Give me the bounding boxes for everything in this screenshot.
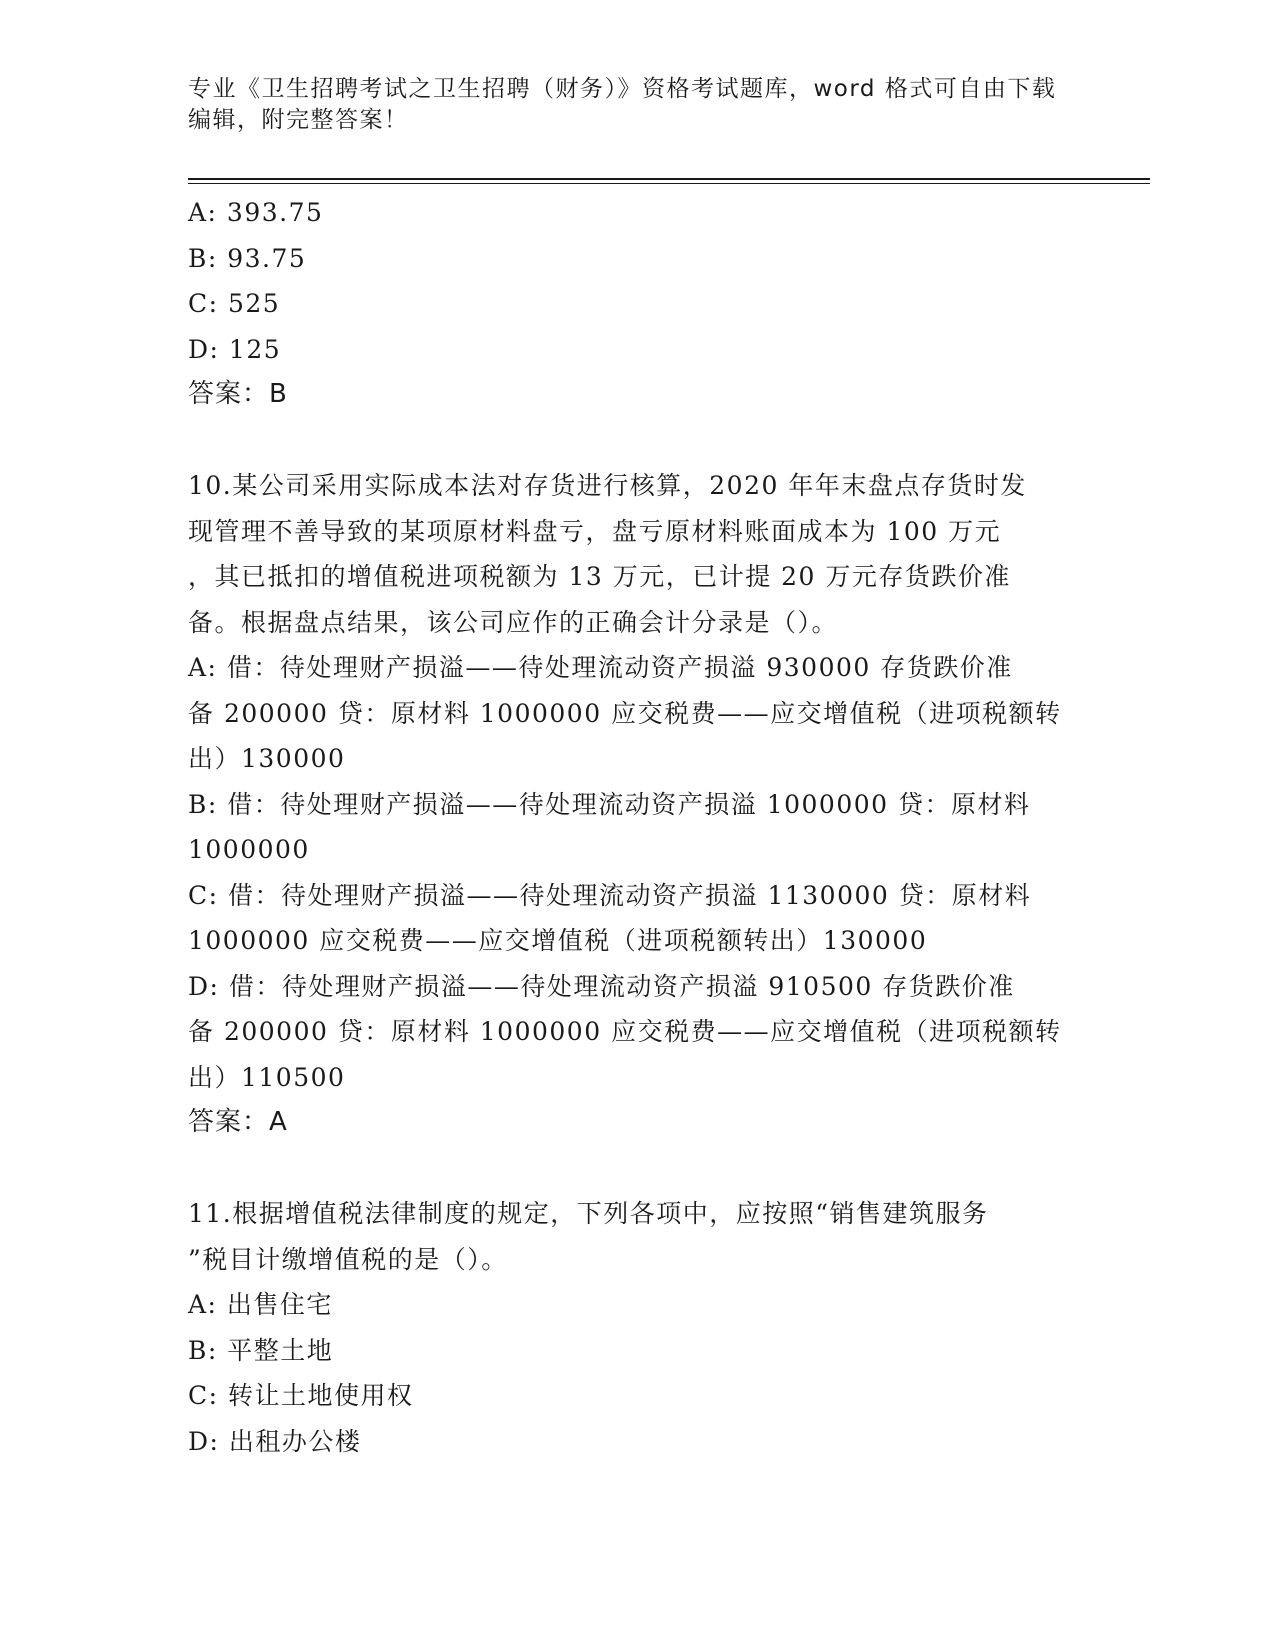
- question-10-stem: [188, 463, 1088, 645]
- option-line: 1000000 应交税费——应交增值税（进项税额转出）130000: [188, 926, 928, 955]
- page-header: [188, 74, 1068, 136]
- option-line: A: 借：待处理财产损溢——待处理流动资产损溢 930000 存货跌价准: [188, 653, 1013, 682]
- option-c: C: 525: [188, 289, 281, 318]
- option-b: B: 93.75: [188, 243, 307, 273]
- option-line: 1000000: [188, 835, 310, 864]
- stem-line: 现管理不善导致的某项原材料盘亏，盘亏原材料账面成本为 100 万元: [188, 516, 1002, 546]
- option-line: 出）130000: [188, 744, 346, 773]
- spacer: [188, 418, 1088, 464]
- stem-line: 备。根据盘点结果，该公司应作的正确会计分录是（）。: [188, 607, 839, 637]
- header-line-2: 编辑，附完整答案！: [188, 107, 409, 133]
- stem-line: ，其已抵扣的增值税进项税额为 13 万元，已计提 20 万元存货跌价准: [188, 562, 1011, 591]
- question-10-options: [188, 645, 1088, 1100]
- stem-line: 11.根据增值税法律制度的规定，下列各项中，应按照“销售建筑服务: [188, 1199, 989, 1228]
- header-divider: [188, 178, 1150, 184]
- prev-question-options: [188, 190, 1088, 372]
- option-d: D: 125: [188, 334, 282, 364]
- option-c: C: 转让土地使用权: [188, 1381, 414, 1410]
- question-11-stem: [188, 1191, 1088, 1282]
- option-b: B: 平整土地: [188, 1335, 334, 1365]
- question-content: [188, 190, 1088, 1464]
- option-line: D: 借：待处理财产损溢——待处理流动资产损溢 910500 存货跌价准: [188, 971, 1015, 1001]
- question-10-answer: 答案：A: [188, 1107, 288, 1137]
- option-line: 出）110500: [188, 1062, 346, 1092]
- option-line: C: 借：待处理财产损溢——待处理流动资产损溢 1130000 贷：原材料: [188, 880, 1032, 910]
- header-line-1: 专业《卫生招聘考试之卫生招聘（财务）》资格考试题库，word 格式可自由下载: [188, 76, 1057, 102]
- option-line: 备 200000 贷：原材料 1000000 应交税费——应交增值税（进项税额转: [188, 1017, 1062, 1046]
- option-d: D: 出租办公楼: [188, 1426, 362, 1456]
- spacer: [188, 1146, 1088, 1192]
- prev-question-answer: 答案：B: [188, 379, 288, 409]
- question-11-options: [188, 1282, 1088, 1464]
- option-a: A: 出售住宅: [188, 1290, 333, 1319]
- option-a: A: 393.75: [188, 198, 324, 227]
- stem-line: 10.某公司采用实际成本法对存货进行核算，2020 年年末盘点存货时发: [188, 471, 1027, 500]
- option-line: 备 200000 贷：原材料 1000000 应交税费——应交增值税（进项税额转: [188, 698, 1062, 728]
- option-line: B: 借：待处理财产损溢——待处理流动资产损溢 1000000 贷：原材料: [188, 789, 1031, 819]
- stem-line: ”税目计缴增值税的是（）。: [188, 1244, 508, 1274]
